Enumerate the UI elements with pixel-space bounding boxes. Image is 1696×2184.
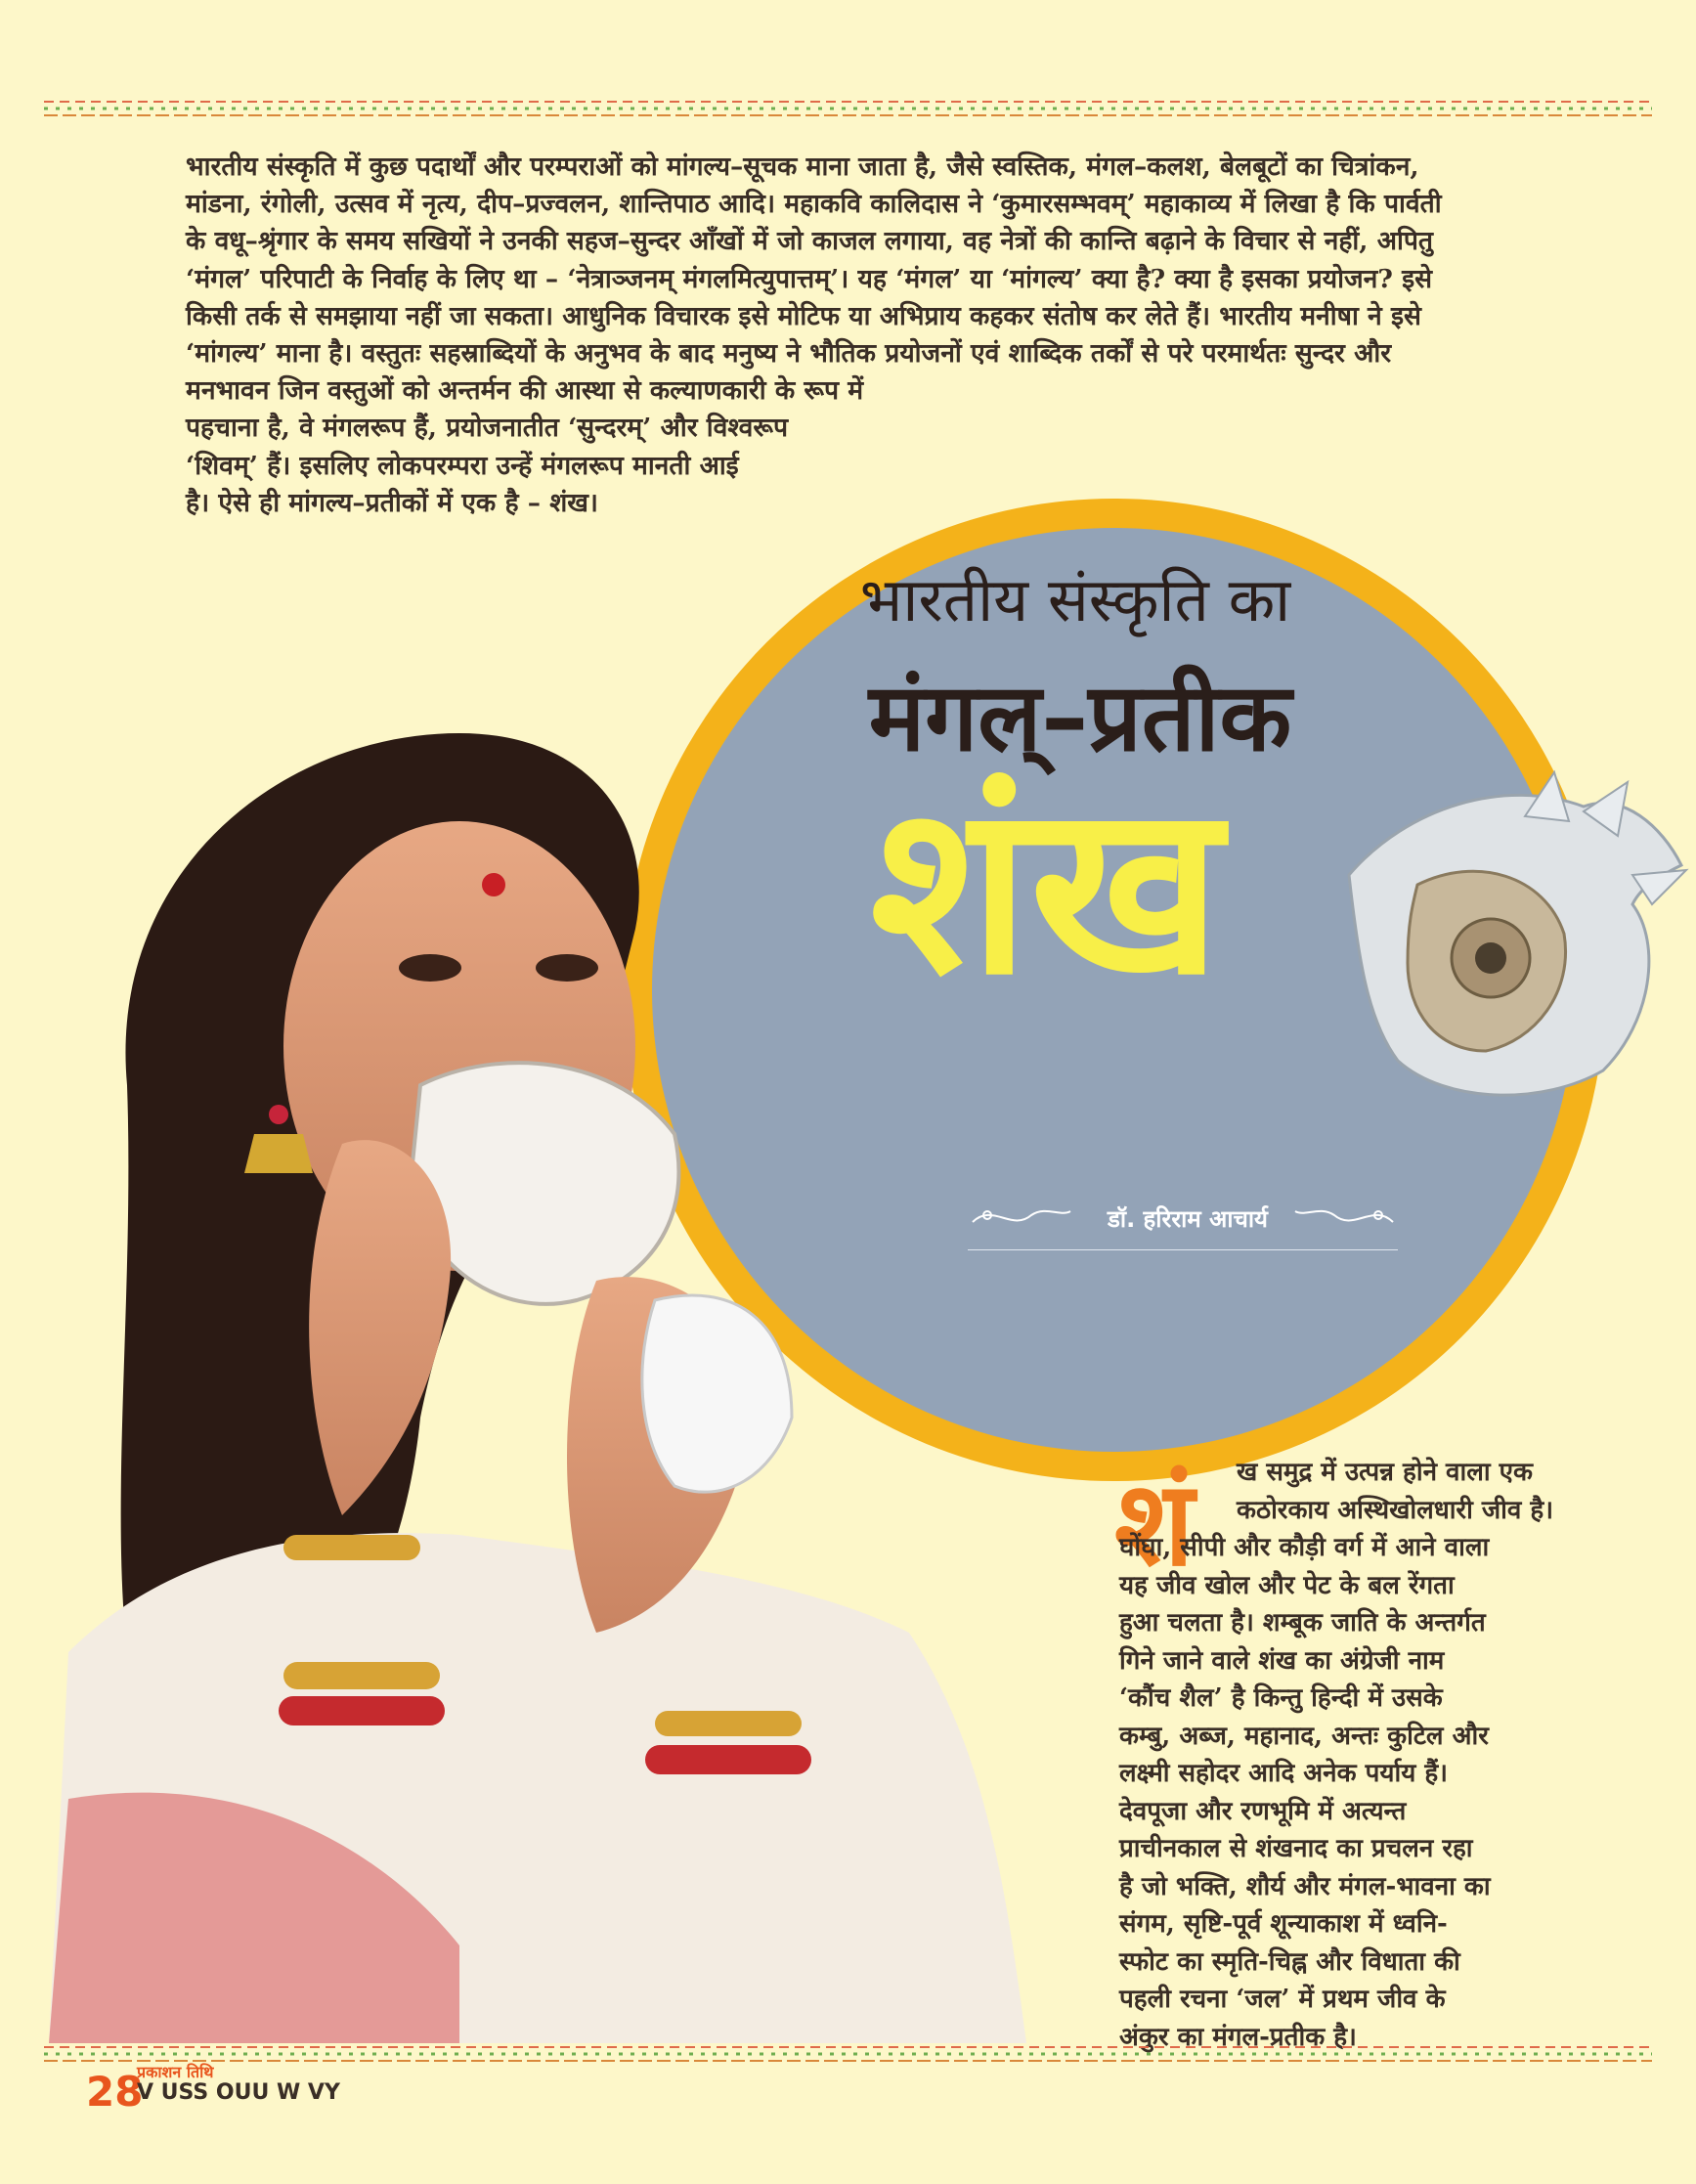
intro-line: मांडना, रंगोली, उत्सव में नृत्य, दीप–प्रज्वलन, शान्तिपाठ आदि। महाकवि कालिदास ने ‘कुमारसम्भवम्’ महाकाव्य में लिखा है कि पार्वती <box>186 189 1442 220</box>
flourish-right-icon <box>1290 1198 1398 1237</box>
body-line: प्राचीनकाल से शंखनाद का प्रचलन रहा <box>1119 1834 1473 1863</box>
intro-line: के वधू–श्रृंगार के समय सखियों ने उनकी सहज–सुन्दर आँखों में जो काजल लगाया, वह नेत्रों की कान्ति बढ़ाने के विचार से नहीं, अपितु <box>186 226 1433 257</box>
publication-date-label: प्रकाशन तिथि <box>137 2063 214 2081</box>
article-title-main: शंख <box>870 753 1222 1026</box>
body-line: स्फोट का स्मृति-चिह्न और विधाता की <box>1119 1946 1460 1977</box>
top-border-ornament <box>44 98 1652 119</box>
page-number: 28 <box>86 2068 144 2116</box>
body-line: कम्बु, अब्ज, महानाद, अन्तः कुटिल और <box>1119 1721 1489 1751</box>
publication-date-code: V USS OUU W VY <box>137 2080 340 2105</box>
body-line: हुआ चलता है। शम्बूक जाति के अन्तर्गत <box>1119 1608 1486 1638</box>
intro-line: ‘मांगल्य’ माना है। वस्तुतः सहस्राब्दियों के अनुभव के बाद मनुष्य ने भौतिक प्रयोजनों एवं शाब्दिक तर्कों से परे परमार्थतः सुन्दर और <box>186 338 1392 370</box>
intro-line: ‘मंगल’ परिपाटी के निर्वाह के लिए था – ‘नेत्राञ्जनम् मंगलमित्युपात्तम्’। यह ‘मंगल’ या ‘मांगल्य’ क्या है? क्या है इसका प्रयोजन? इसे <box>186 263 1432 294</box>
body-line: यह जीव खोल और पेट के बल रेंगता <box>1119 1570 1455 1600</box>
conch-shell-icon <box>1290 767 1691 1110</box>
body-line: गिने जाने वाले शंख का अंग्रेजी नाम <box>1119 1645 1445 1676</box>
drop-cap: शं <box>1114 1457 1195 1593</box>
body-line: अंकुर का मंगल-प्रतीक है। <box>1119 2022 1357 2052</box>
intro-line: भारतीय संस्कृति में कुछ पदार्थों और परम्पराओं को मांगल्य–सूचक माना जाता है, जैसे स्वस्तिक, मंगल–कलश, बेलबूटों का चित्रांकन, <box>186 152 1419 182</box>
body-line: ख समुद्र में उत्पन्न होने वाला एक <box>1237 1458 1534 1487</box>
body-line: लक्ष्मी सहोदर आदि अनेक पर्याय हैं। <box>1119 1759 1448 1788</box>
body-line: संगम, सृष्टि-पूर्व शून्याकाश में ध्वनि- <box>1119 1909 1448 1939</box>
author-byline: डॉ. हरिराम आचार्य <box>1108 1205 1268 1233</box>
article-title-line-2: मंगल्–प्रतीक <box>868 663 1292 772</box>
intro-line: मनभावन जिन वस्तुओं को अन्तर्मन की आस्था से कल्याणकारी के रूप में <box>186 375 864 407</box>
bottom-border-ornament <box>44 2043 1652 2065</box>
woman-blowing-conch-photo <box>49 675 1193 2043</box>
intro-line: ‘शिवम्’ हैं। इसलिए लोकपरम्परा उन्हें मंगलरूप मानती आई <box>186 450 739 481</box>
intro-paragraph <box>186 149 1530 522</box>
body-line: कठोरकाय अस्थिखोलधारी जीव है। <box>1237 1495 1554 1525</box>
article-title-line-1: भारतीय संस्कृति का <box>859 564 1291 635</box>
body-line: घोंघा, सीपी और कौड़ी वर्ग में आने वाला <box>1119 1533 1490 1562</box>
body-column <box>1119 1454 1579 2056</box>
body-line: देवपूजा और रणभूमि में अत्यन्त <box>1119 1796 1407 1826</box>
body-line: पहली रचना ‘जल’ में प्रथम जीव के <box>1119 1985 1446 2014</box>
body-line: है जो भक्ति, शौर्य और मंगल-भावना का <box>1119 1871 1491 1901</box>
intro-line: पहचाना है, वे मंगलरूप हैं, प्रयोजनातीत ‘सुन्दरम्’ और विश्वरूप <box>186 413 789 444</box>
intro-line: है। ऐसे ही मांगल्य–प्रतीकों में एक है – शंख। <box>186 487 598 518</box>
intro-line: किसी तर्क से समझाया नहीं जा सकता। आधुनिक विचारक इसे मोटिफ या अभिप्राय कहकर संतोष कर लेते हैं। भारतीय मनीषा ने इसे <box>186 300 1421 331</box>
body-line: ‘कौंच शैल’ है किन्तु हिन्दी में उसके <box>1119 1683 1443 1713</box>
